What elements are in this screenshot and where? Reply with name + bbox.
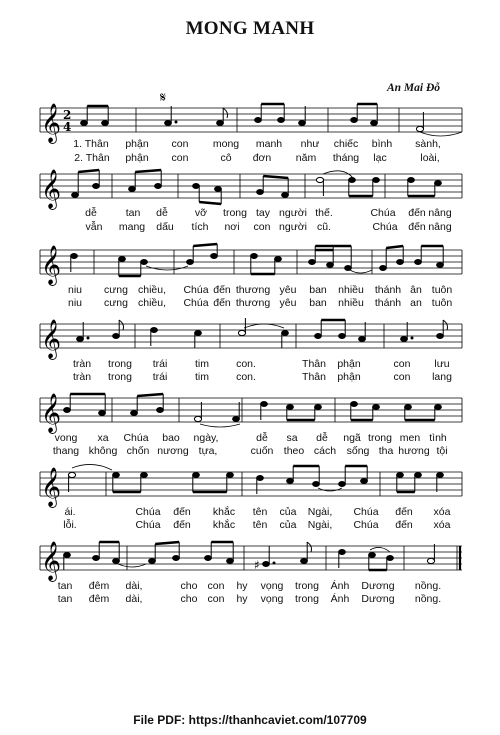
lyric-syllable: mang [118, 221, 146, 233]
lyric-syllable: dài, [125, 593, 143, 605]
lyric-syllable: người [279, 207, 307, 219]
lyric-syllable: dễ [256, 432, 268, 444]
lyric-syllable: trong [223, 207, 247, 219]
lyric-syllable: khắc [212, 519, 236, 531]
lyric-syllable: phận [125, 152, 149, 164]
lyric-syllable: hy [236, 580, 248, 592]
treble-clef: 𝄞 [41, 169, 62, 209]
lyric-syllable: trong [368, 432, 392, 444]
lyric-syllable: lưu [434, 358, 450, 370]
lyric-syllable: tên [252, 519, 268, 531]
lyric-syllable: nồng. [414, 593, 442, 605]
lyric-syllable: 2. Thân [74, 152, 110, 164]
lyric-syllable: năm [295, 152, 317, 164]
lyric-syllable: đơn [252, 152, 272, 164]
lyric-syllable: đến [173, 506, 191, 518]
lyric-syllable: nâng [428, 221, 452, 233]
lyric-syllable: đến [408, 207, 426, 219]
lyric-syllable: con [207, 593, 225, 605]
lyric-syllable: Ánh [330, 580, 350, 592]
time-sig-top: 2 [63, 108, 72, 122]
lyric-syllable: đến [395, 519, 413, 531]
lyric-verse-1 [0, 579, 500, 593]
lyric-syllable: theo [283, 445, 305, 457]
lyric-syllable: yêu [279, 284, 297, 296]
lyric-syllable: của [279, 506, 297, 518]
song-title: MONG MANH [185, 18, 315, 39]
lyric-syllable: tim [195, 358, 209, 370]
lyric-syllable: đến [395, 506, 413, 518]
lyric-syllable: con. [236, 358, 256, 370]
lyric-syllable: Ngài, [307, 519, 333, 531]
lyric-syllable: ban [309, 297, 327, 309]
lyric-syllable: nơi [224, 221, 240, 233]
lyric-verse-1 [0, 137, 500, 151]
lyric-verse-1 [0, 505, 500, 519]
lyric-syllable: sành, [415, 138, 441, 150]
lyric-syllable: nhiều [338, 284, 364, 296]
lyric-syllable: cuốn [250, 445, 274, 457]
lyric-syllable: tựa, [198, 445, 218, 457]
lyric-syllable: Chúa [123, 432, 149, 444]
lyric-syllable: Dương [361, 580, 395, 592]
lyric-verse-2 [0, 518, 500, 532]
sharp-accidental: ♯ [254, 558, 260, 572]
lyric-syllable: Chúa [183, 284, 209, 296]
treble-clef: 𝄞 [41, 467, 62, 507]
lyric-syllable: xóa [433, 506, 451, 518]
lyric-syllable: trong [108, 358, 132, 370]
lyric-syllable: vọng [260, 593, 284, 605]
lyric-syllable: đến [213, 297, 231, 309]
lyric-syllable: phận [337, 371, 361, 383]
lyric-syllable: thang [52, 445, 80, 457]
lyric-syllable: đêm [88, 580, 110, 592]
lyric-syllable: Thân [302, 371, 326, 383]
lyric-syllable: tha [378, 445, 394, 457]
lyric-syllable: loài, [420, 152, 440, 164]
lyric-syllable: ngày, [193, 432, 219, 444]
lyric-syllable: trong [108, 371, 132, 383]
lyric-syllable: niu [67, 297, 83, 309]
lyric-syllable: khắc [212, 506, 236, 518]
lyric-syllable: Thân [302, 358, 326, 370]
lyric-syllable: con. [236, 371, 256, 383]
lyric-syllable: dễ [316, 432, 328, 444]
lyric-verse-2 [0, 151, 500, 165]
lyric-syllable: đến [408, 221, 426, 233]
lyric-syllable: con [171, 138, 189, 150]
lyric-syllable: trong [295, 593, 319, 605]
lyric-verse-1 [0, 357, 500, 371]
lyric-syllable: cưng [104, 297, 128, 309]
lyric-syllable: cho [180, 580, 198, 592]
lyric-syllable: phận [125, 138, 149, 150]
lyric-syllable: chiều, [137, 297, 167, 309]
lyric-syllable: tan [125, 207, 141, 219]
time-sig-bottom: 4 [63, 120, 72, 134]
lyric-syllable: vong [54, 432, 78, 444]
lyric-syllable: trong [295, 580, 319, 592]
lyric-syllable: tình [429, 432, 447, 444]
lyric-syllable: lỗi. [63, 519, 77, 531]
treble-clef: 𝄞 [41, 393, 62, 433]
lyric-syllable: tan [57, 593, 73, 605]
lyric-syllable: vẫn [85, 221, 103, 233]
lyric-syllable: tuôn [431, 297, 453, 309]
lyric-syllable: dài, [125, 580, 143, 592]
lyric-syllable: tuôn [431, 284, 453, 296]
lyric-syllable: chốn [126, 445, 150, 457]
lyric-syllable: tháng [332, 152, 360, 164]
lyric-syllable: dấu [156, 221, 174, 233]
lyric-syllable: Ngài, [307, 506, 333, 518]
lyric-verse-2 [0, 444, 500, 458]
segno-sign: 𝄋 [160, 92, 167, 106]
lyric-syllable: con [393, 358, 411, 370]
lyric-syllable: của [279, 519, 297, 531]
lyric-syllable: con [253, 221, 271, 233]
lyric-syllable: tích [191, 221, 209, 233]
lyric-syllable: vỡ [194, 207, 208, 219]
lyric-syllable: dễ [156, 207, 168, 219]
lyric-syllable: như [300, 138, 320, 150]
lyric-syllable: Ánh [330, 593, 350, 605]
lyric-syllable: Chúa [372, 221, 398, 233]
lyric-syllable: đến [173, 519, 191, 531]
lyric-syllable: nâng [428, 207, 452, 219]
lyric-syllable: Dương [361, 593, 395, 605]
lyric-syllable: thương [235, 284, 271, 296]
lyric-syllable: hương [398, 445, 430, 457]
lyric-syllable: ái. [64, 506, 76, 518]
treble-clef: 𝄞 [41, 319, 62, 359]
lyric-syllable: lang [432, 371, 452, 383]
lyric-syllable: lạc [373, 152, 387, 164]
lyric-syllable: ngã [343, 432, 361, 444]
lyric-syllable: bình [371, 138, 393, 150]
music-system-7 [0, 534, 500, 644]
lyric-syllable: men [399, 432, 421, 444]
lyric-syllable: Chúa [370, 207, 396, 219]
lyric-syllable: đêm [88, 593, 110, 605]
pdf-link-footer[interactable]: File PDF: https://thanhcaviet.com/107709 [133, 713, 367, 727]
lyric-syllable: tràn [72, 358, 92, 370]
lyric-syllable: ban [309, 284, 327, 296]
lyric-syllable: manh [255, 138, 283, 150]
lyric-syllable: niu [67, 284, 83, 296]
lyric-syllable: xa [97, 432, 109, 444]
lyric-syllable: sa [286, 432, 298, 444]
lyric-syllable: thánh [374, 284, 402, 296]
lyric-syllable: con [207, 580, 225, 592]
lyric-syllable: vọng [260, 580, 284, 592]
lyric-syllable: dễ [85, 207, 97, 219]
lyric-syllable: cho [180, 593, 198, 605]
treble-clef: 𝄞 [41, 541, 62, 581]
lyric-syllable: Chúa [135, 519, 161, 531]
lyric-syllable: tay [255, 207, 271, 219]
lyric-syllable: yêu [279, 297, 297, 309]
lyric-syllable: chiếc [333, 138, 359, 150]
treble-clef: 𝄞 [41, 245, 62, 285]
lyric-syllable: trái [152, 371, 168, 383]
lyric-syllable: thế. [315, 207, 333, 219]
lyric-verse-2 [0, 370, 500, 384]
lyric-syllable: phận [337, 358, 361, 370]
lyric-syllable: an [410, 297, 422, 309]
lyric-verse-1 [0, 431, 500, 445]
lyric-syllable: cách [313, 445, 337, 457]
lyric-syllable: Chúa [353, 519, 379, 531]
lyric-syllable: tràn [72, 371, 92, 383]
lyric-verse-2 [0, 296, 500, 310]
lyric-syllable: Chúa [183, 297, 209, 309]
lyric-syllable: nương [157, 445, 189, 457]
lyric-syllable: con [171, 152, 189, 164]
lyric-verse-2 [0, 592, 500, 606]
treble-clef: 𝄞 [41, 103, 62, 143]
lyric-syllable: nhiều [338, 297, 364, 309]
lyric-syllable: không [88, 445, 118, 457]
lyric-syllable: trái [152, 358, 168, 370]
lyric-syllable: thương [235, 297, 271, 309]
lyric-syllable: sống [346, 445, 370, 457]
lyric-verse-1 [0, 206, 500, 220]
lyric-syllable: 1. Thân [73, 138, 109, 150]
lyric-syllable: tội [436, 445, 448, 457]
lyric-syllable: hy [236, 593, 248, 605]
lyric-syllable: con [393, 371, 411, 383]
lyric-syllable: đến [213, 284, 231, 296]
lyric-syllable: xóa [433, 519, 451, 531]
lyric-syllable: cưng [104, 284, 128, 296]
lyric-syllable: Chúa [353, 506, 379, 518]
lyric-verse-2 [0, 220, 500, 234]
lyric-syllable: Chúa [135, 506, 161, 518]
lyric-syllable: bao [162, 432, 180, 444]
lyric-syllable: người [279, 221, 307, 233]
lyric-syllable: thánh [374, 297, 402, 309]
lyric-syllable: cô [220, 152, 232, 164]
lyric-syllable: nồng. [414, 580, 442, 592]
lyric-verse-1 [0, 283, 500, 297]
lyric-syllable: tan [57, 580, 73, 592]
lyric-syllable: mong [212, 138, 240, 150]
composer-name: An Mai Đỗ [386, 82, 440, 94]
lyric-syllable: tim [195, 371, 209, 383]
lyric-syllable: ân [410, 284, 422, 296]
lyric-syllable: chiều, [137, 284, 167, 296]
lyric-syllable: tên [252, 506, 268, 518]
lyric-syllable: cũ. [316, 221, 332, 233]
